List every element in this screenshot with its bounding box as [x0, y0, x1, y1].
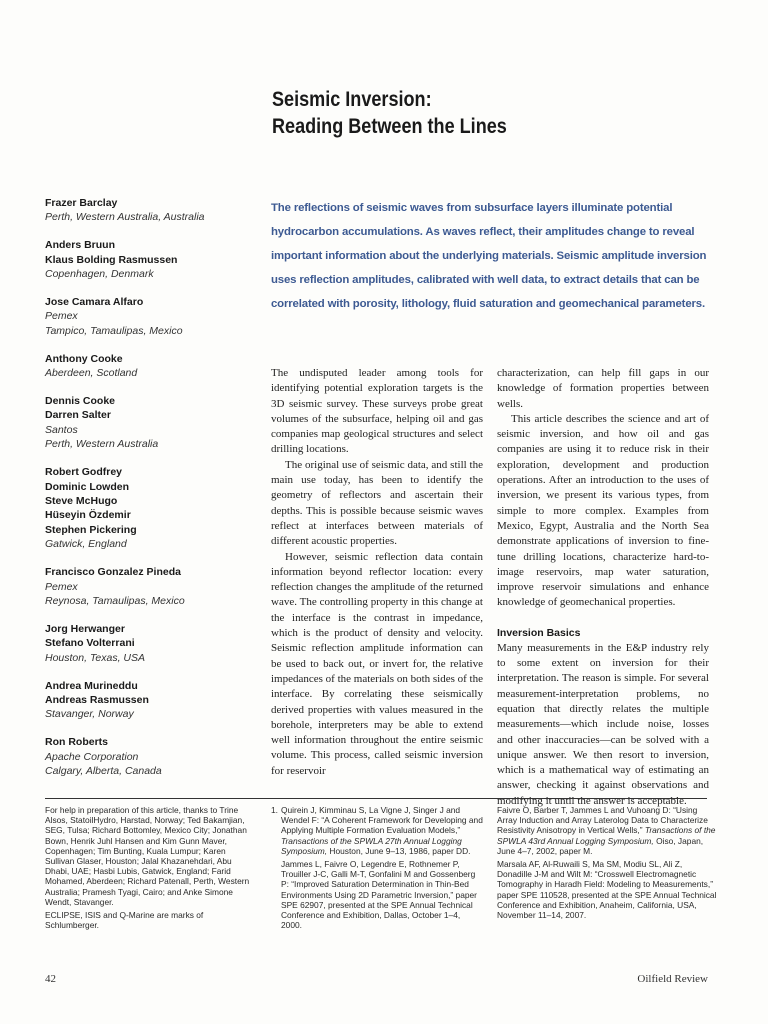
reference-entry: Marsala AF, Al-Ruwaili S, Ma SM, Modiu SL, Ali Z, Donadille J-M and Wilt M: “Crosswell Electromagnetic Tomography in Haradh Field: Modeling to Measurements,” paper SPE 110528, presented at the SPE Annual Technical Conference and Exhibition, Anaheim, California, USA, November 11–14, 2007.: [497, 859, 717, 921]
author-name: Frazer Barclay: [45, 197, 118, 209]
author-group: [45, 196, 250, 225]
author-name: Dennis Cooke: [45, 395, 116, 408]
abstract-line: important information about the underlying materials. Seismic amplitude inversion: [271, 250, 707, 262]
author-affiliation: Pemex: [45, 580, 78, 593]
author-group: [45, 622, 250, 665]
page-number: 42: [45, 973, 56, 985]
author-name: Anthony Cooke: [45, 352, 123, 365]
reference-number: 1.: [271, 805, 278, 815]
abstract-line: The reflections of seismic waves from subsurface layers illuminate potential: [271, 202, 673, 214]
author-affiliation: Perth, Western Australia, Australia: [45, 211, 205, 224]
title-line-2: Reading Between the Lines: [272, 115, 507, 138]
acknowledgments-text: For help in preparation of this article, thanks to Trine Alsos, StatoilHydro, Harstad, Norway; Ted Bakamjian, SEG, Tulsa; Richard Bottomley, Mexico City; Jonathan Bown, Henrik Juhl Hansen and Kim Gunn Maver, Copenhagen; Tim Bunting, Kuala Lumpur; Karen Sullivan Glaser, Houston; Jalal Khazanehdari, Abu Dhabi, UAE; Hasbi Lubis, Gatwick, England; Farid Mohamed, Aberdeen; Richard Patenall, Perth, Western Australia; Pramesh Tyagi, Cairo; and Anke Simone Wendt, Stavanger.: [45, 805, 250, 907]
abstract-line: correlated with porosity, lithology, fluid saturation and geomechanical parameters.: [271, 298, 705, 310]
author-name: Jorg Herwanger: [45, 622, 125, 635]
section-heading: Inversion Basics: [497, 626, 581, 639]
author-affiliation: Perth, Western Australia: [45, 438, 159, 451]
author-affiliation: Santos: [45, 423, 78, 436]
body-paragraph: characterization, can help fill gaps in our knowledge of formation properties between wells.: [497, 367, 709, 410]
footnote-divider: [45, 798, 707, 799]
author-name: Andrea Murineddu: [45, 679, 138, 692]
author-name: Ron Roberts: [45, 736, 108, 749]
author-name: Jose Camara Alfaro: [45, 296, 144, 309]
references-column-1: [271, 805, 483, 933]
reference-entry: Jammes L, Faivre O, Legendre E, Rothnemer P, Trouiller J-C, Galli M-T, Gonfalini M and Gossenberg P: “Improved Saturation Determination in Thin-Bed Environments Using 2D Parametric Inversion,” paper SPE 62907, presented at the SPE Annual Technical Conference and Exhibition, Dallas, October 1–4, 2000.: [281, 859, 477, 931]
trademark-note: ECLIPSE, ISIS and Q-Marine are marks of Schlumberger.: [45, 910, 204, 931]
references-column-2: [497, 805, 717, 923]
abstract: [271, 196, 719, 316]
author-affiliation: Reynosa, Tamaulipas, Mexico: [45, 594, 185, 607]
reference-entry: 1. Quirein J, Kimminau S, La Vigne J, Singer J and Wendel F: “A Coherent Framework for Developing and Applying Multiple Formation Evaluation Models,” Transactions of the SPWLA 27th Annual Logging Symposium, Houston, June 9–13, 1986, paper DD.: [271, 805, 483, 856]
author-name: Klaus Bolding Rasmussen: [45, 253, 178, 266]
acknowledgments: [45, 805, 257, 933]
author-affiliation: Tampico, Tamaulipas, Mexico: [45, 324, 183, 337]
author-name: Francisco Gonzalez Pineda: [45, 566, 181, 579]
author-group: [45, 295, 250, 338]
author-name: Hüseyin Özdemir: [45, 509, 131, 522]
author-name: Darren Salter: [45, 409, 111, 422]
author-affiliation: Apache Corporation: [45, 750, 139, 763]
title-line-1: Seismic Inversion:: [272, 88, 432, 111]
body-paragraph: The original use of seismic data, and still the main use today, has been to identify the geometry of reflectors and ascertain their depths. This is possible because seismic waves reflect at interfaces between materials of different acoustic properties.: [271, 458, 483, 548]
author-group: [45, 735, 250, 778]
abstract-line: hydrocarbon accumulations. As waves reflect, their amplitudes change to reveal: [271, 226, 695, 238]
author-affiliation: Aberdeen, Scotland: [45, 367, 138, 380]
body-column-1: [271, 366, 483, 779]
article-title: [272, 86, 668, 140]
author-affiliation: Gatwick, England: [45, 538, 127, 551]
author-group: [45, 238, 250, 281]
body-paragraph: Many measurements in the E&P industry rely to some extent on inversion for their interpretation. The reason is simple. For several measurement-interpretation problems, no equation that directly relates the multiple measurements—which include noise, losses and other inaccuracies—can be solved with a unique answer. We then resort to inversion, which is a mathematical way of estimating an answer, checking it against observations and modifying it until the answer is acceptable.: [497, 641, 709, 807]
author-name: Anders Bruun: [45, 239, 116, 252]
author-affiliation: Pemex: [45, 310, 78, 323]
author-affiliation: Houston, Texas, USA: [45, 651, 145, 664]
author-group: [45, 565, 250, 608]
body-paragraph: This article describes the science and art of seismic inversion, and how oil and gas companies are using it to reduce risk in their exploration, development and production operations. After an introduction to the uses of inversion, we present its various types, from simple to more complex. Examples from Mexico, Egypt, Australia and the North Sea demonstrate applications of inversion to fine-tune drilling locations, characterize hard-to-image reservoirs, map water saturation, improve reservoir simulations and enhance knowledge of geomechanical properties.: [497, 412, 709, 609]
body-paragraph: The undisputed leader among tools for identifying potential exploration targets is the 3D seismic survey. These surveys probe great volumes of the subsurface, helping oil and gas companies map geological structures and select drilling locations.: [271, 367, 483, 456]
author-group: [45, 352, 250, 381]
author-affiliation: Calgary, Alberta, Canada: [45, 765, 162, 778]
author-list: [45, 196, 250, 792]
author-name: Stephen Pickering: [45, 523, 137, 536]
author-affiliation: Stavanger, Norway: [45, 708, 134, 721]
reference-entry: Faivre O, Barber T, Jammes L and Vuhoang D: “Using Array Induction and Array Laterolog Data to Characterize Resistivity Anisotropy in Vertical Wells,” Transactions of the SPWLA 43rd Annual Logging Symposium, Oiso, Japan, June 4–7, 2002, paper M.: [497, 805, 716, 856]
author-name: Steve McHugo: [45, 495, 118, 507]
author-group: [45, 465, 250, 551]
journal-name: Oilfield Review: [637, 973, 708, 985]
author-name: Stefano Volterrani: [45, 637, 135, 650]
author-affiliation: Copenhagen, Denmark: [45, 268, 154, 281]
author-name: Dominic Lowden: [45, 480, 129, 493]
author-group: [45, 679, 250, 722]
author-name: Andreas Rasmussen: [45, 693, 149, 706]
body-column-2: [497, 366, 709, 809]
author-group: [45, 394, 250, 452]
body-paragraph: However, seismic reflection data contain information beyond reflector location: every reflection changes the amplitude of the returned wave. The controlling property in this change at the interface is the contrast in impedance, which is the product of density and velocity. Seismic reflection amplitude information can be used to back out, or invert for, the relative impedances of the materials on both sides of the interface. By correlating these seismically derived properties with values measured in the borehole, interpreters may be able to extend well information throughout the entire seismic volume. This process, called seismic inversion for reservoir: [271, 550, 483, 777]
author-name: Robert Godfrey: [45, 466, 123, 479]
abstract-line: uses reflection amplitudes, calibrated with well data, to extract details that can be: [271, 274, 700, 286]
